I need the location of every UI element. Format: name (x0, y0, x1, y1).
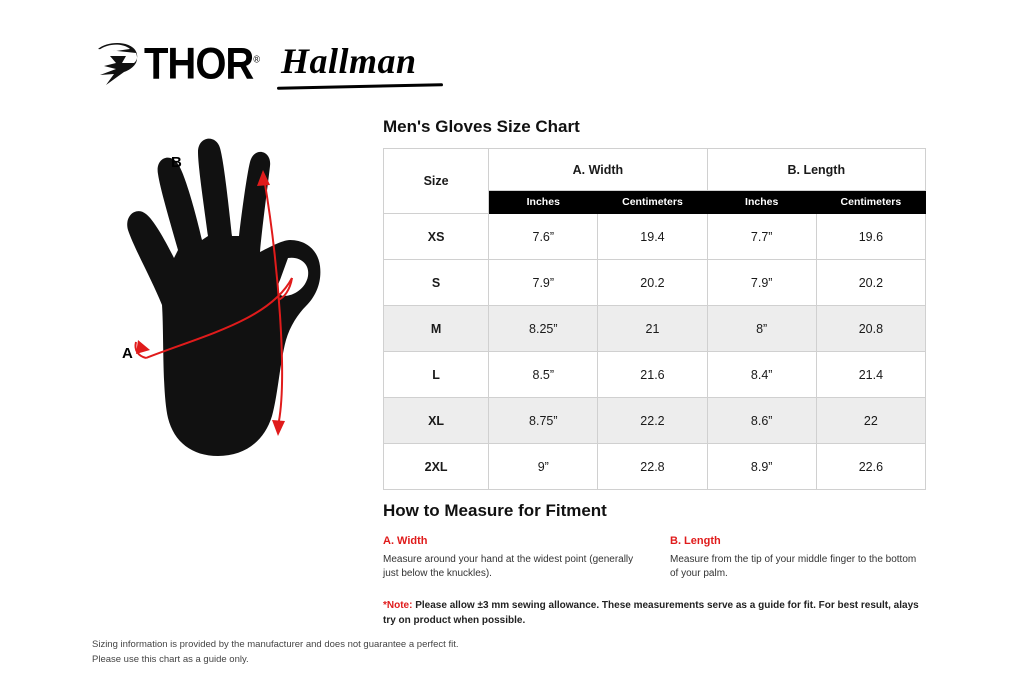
glove-diagram (92, 130, 372, 470)
cell-length-in: 8.6” (707, 398, 816, 444)
header-width-centimeters: Centimeters (598, 191, 707, 214)
thor-helmet-icon (96, 41, 140, 87)
cell-width-in: 7.9” (489, 260, 598, 306)
cell-width-in: 8.25” (489, 306, 598, 352)
cell-length-in: 8.9” (707, 444, 816, 490)
cell-width-cm: 22.8 (598, 444, 707, 490)
cell-length-cm: 21.4 (816, 352, 925, 398)
cell-length-cm: 19.6 (816, 214, 925, 260)
hallman-wordmark: Hallman (281, 40, 417, 88)
cell-width-in: 7.6” (489, 214, 598, 260)
cell-size: S (384, 260, 489, 306)
header-length-group: B. Length (707, 149, 925, 191)
header-width-inches: Inches (489, 191, 598, 214)
measure-width-heading: A. Width (383, 535, 428, 547)
cell-width-cm: 20.2 (598, 260, 707, 306)
disclaimer-line-2: Please use this chart as a guide only. (92, 654, 249, 666)
table-row (384, 306, 926, 352)
cell-length-in: 7.7” (707, 214, 816, 260)
cell-length-in: 8” (707, 306, 816, 352)
table-row (384, 398, 926, 444)
thor-logo (96, 41, 259, 87)
cell-width-cm: 21 (598, 306, 707, 352)
measure-width-block (383, 534, 641, 582)
header-length-inches: Inches (707, 191, 816, 214)
size-chart-table (383, 148, 926, 490)
cell-size: 2XL (384, 444, 489, 490)
note-label: *Note: (383, 600, 413, 611)
cell-length-in: 8.4” (707, 352, 816, 398)
measure-length-heading: B. Length (670, 535, 721, 547)
cell-size: XS (384, 214, 489, 260)
cell-length-cm: 22 (816, 398, 925, 444)
cell-length-cm: 20.8 (816, 306, 925, 352)
cell-length-cm: 20.2 (816, 260, 925, 306)
diagram-label-b: B (171, 154, 182, 171)
brand-logos (96, 40, 417, 88)
note-block (383, 598, 928, 628)
table-row (384, 214, 926, 260)
cell-size: XL (384, 398, 489, 444)
cell-width-in: 8.75” (489, 398, 598, 444)
cell-size: M (384, 306, 489, 352)
table-row (384, 352, 926, 398)
measure-length-block (670, 534, 926, 582)
cell-size: L (384, 352, 489, 398)
header-size: Size (384, 149, 489, 214)
table-header-groups (384, 149, 926, 191)
measure-width-text: Measure around your hand at the widest point (generally just below the knuckles). (383, 553, 634, 580)
hallman-underline-flourish (277, 83, 443, 89)
cell-width-cm: 22.2 (598, 398, 707, 444)
cell-length-cm: 22.6 (816, 444, 925, 490)
registered-mark: ® (253, 53, 259, 65)
cell-length-in: 7.9” (707, 260, 816, 306)
header-width-group: A. Width (489, 149, 707, 191)
cell-width-in: 8.5” (489, 352, 598, 398)
page-title: Men's Gloves Size Chart (383, 117, 580, 136)
thor-wordmark: THOR® (144, 39, 259, 89)
table-row (384, 444, 926, 490)
disclaimer-block (92, 637, 459, 667)
table-row (384, 260, 926, 306)
cell-width-cm: 19.4 (598, 214, 707, 260)
note-text: Please allow ±3 mm sewing allowance. These measurements serve as a guide for fit. For best result, alays try on product when possible. (383, 600, 919, 626)
header-length-centimeters: Centimeters (816, 191, 925, 214)
howto-title: How to Measure for Fitment (383, 501, 607, 520)
cell-width-cm: 21.6 (598, 352, 707, 398)
measure-length-text: Measure from the tip of your middle finger to the bottom of your palm. (670, 553, 917, 580)
disclaimer-line-1: Sizing information is provided by the manufacturer and does not guarantee a perfect fit. (92, 639, 459, 650)
diagram-label-a: A (122, 345, 133, 362)
cell-width-in: 9” (489, 444, 598, 490)
